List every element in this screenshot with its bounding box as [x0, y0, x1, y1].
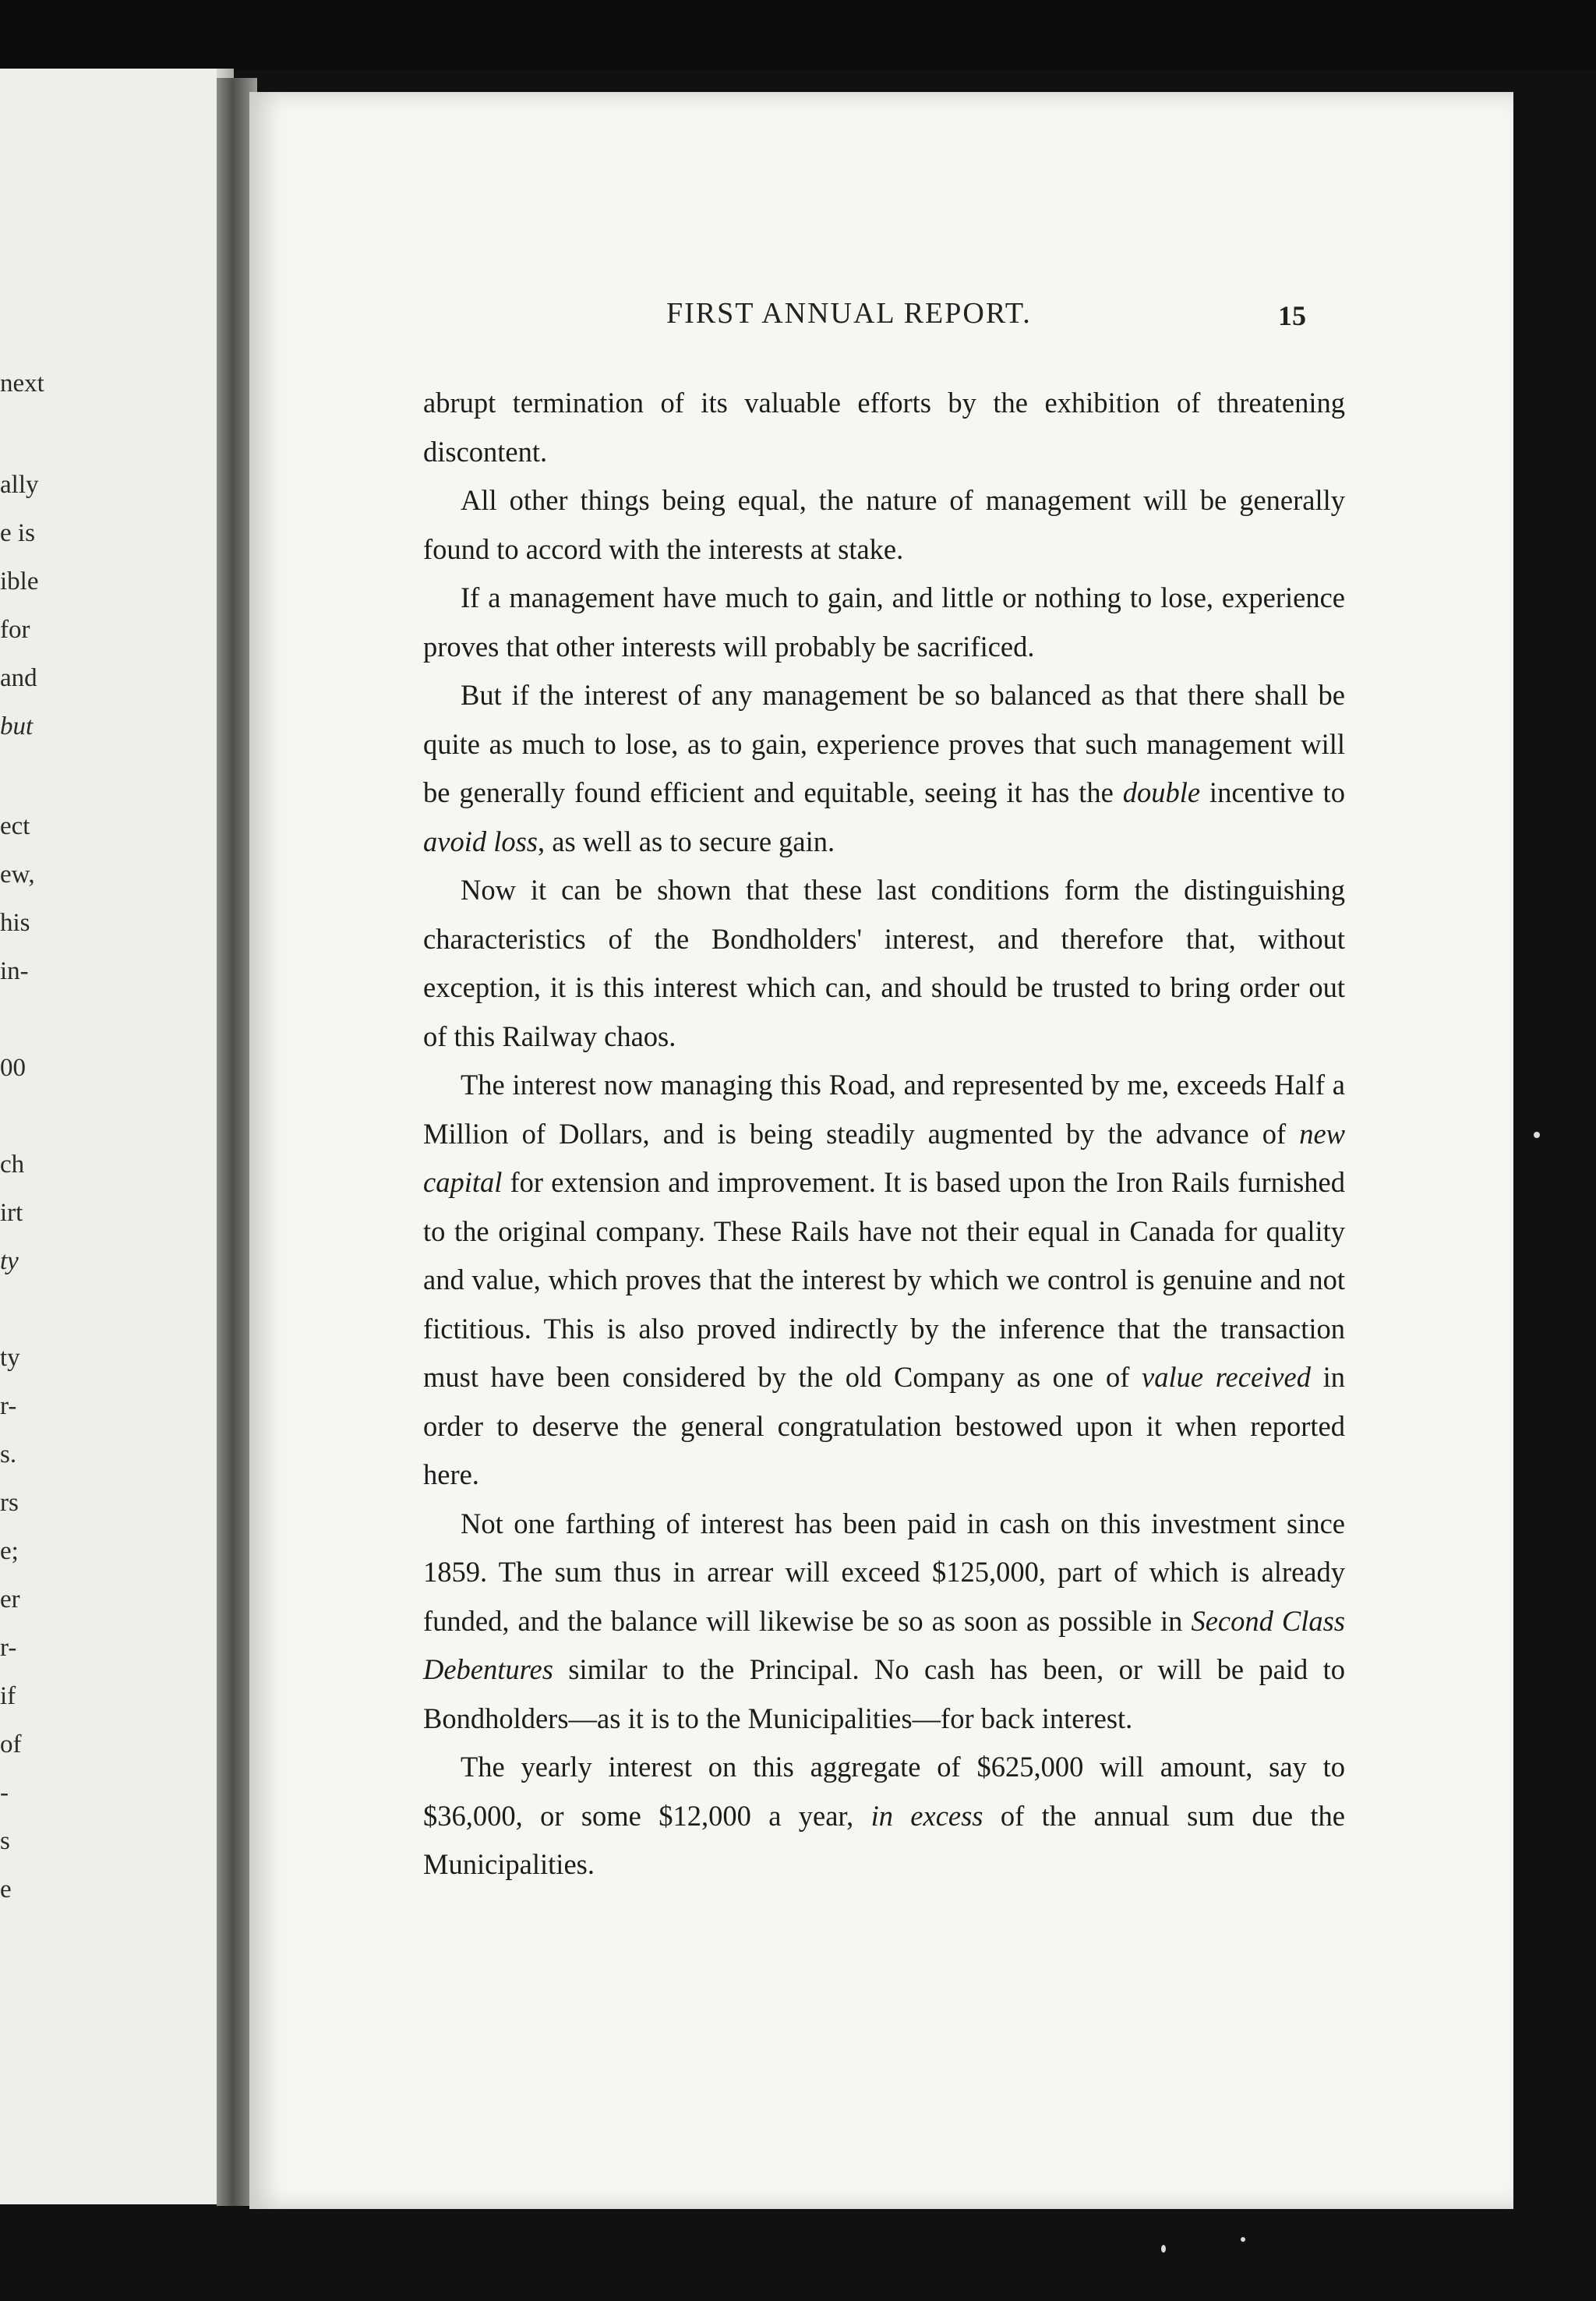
paragraph	[423, 476, 1345, 574]
text-run: abrupt termination of its valuable efforts by the exhibition of threatening discontent.	[423, 387, 1345, 468]
left-page-fragment: ect	[0, 812, 30, 840]
left-page-fragment: er	[0, 1585, 20, 1614]
left-page-fragment: his	[0, 909, 30, 937]
left-page-fragment: r-	[0, 1392, 17, 1420]
left-page-fragment: in-	[0, 957, 29, 985]
text-run: Now it can be shown that these last conditions form the distinguishing characteristics of the Bondholders' interest, and therefore that, without exception, it is this interest which can, and should be trusted to bring order out of this Railway chaos.	[423, 874, 1345, 1052]
paragraph	[423, 1743, 1345, 1889]
left-page-fragment: irt	[0, 1199, 23, 1227]
text-run: of the annual sum due the Municipalities.	[423, 1799, 1345, 1880]
paragraph	[423, 671, 1345, 866]
page-number: 15	[1278, 300, 1306, 331]
dust-speck	[1534, 1132, 1540, 1138]
text-run: incentive to	[1200, 776, 1345, 808]
left-page-fragment: and	[0, 664, 37, 692]
paragraph	[423, 1500, 1345, 1744]
left-page-fragment: but	[0, 712, 34, 740]
italic-run: avoid loss	[423, 825, 538, 857]
text-run: All other things being equal, the nature of management will be generally found to accord with the interests at stake.	[423, 484, 1345, 565]
paragraph	[423, 574, 1345, 671]
italic-run: in excess	[870, 1799, 983, 1832]
text-run: If a management have much to gain, and little or nothing to lose, experience proves that other interests will probably be sacrificed.	[423, 581, 1345, 663]
text-run: , as well as to secure gain.	[538, 825, 835, 857]
left-page-fragment: ty	[0, 1344, 20, 1372]
text-run: similar to the Principal. No cash has been, or will be paid to Bondholders—as it is to the Municipalities—for back interest.	[423, 1653, 1345, 1734]
text-run: But if the interest of any management be so balanced as that there shall be quite as much to lose, as to gain, experience proves that such management will be generally found efficient and equitable, seeing it has the	[423, 679, 1345, 808]
text-run: for extension and improvement. It is based upon the Iron Rails furnished to the original company. These Rails have not their equal in Canada for quality and value, which proves that the interest by which we control is genuine and not fictitious. This is also proved indirectly by the inference that the transaction must have been considered by the old Company as one of	[423, 1166, 1345, 1393]
text-run: The interest now managing this Road, and represented by me, exceeds Half a Million of Dollars, and is being steadily augmented by the advance of	[423, 1069, 1345, 1150]
left-page-fragment: of	[0, 1730, 22, 1758]
left-page-fragment: if	[0, 1682, 16, 1710]
text-run: Not one farthing of interest has been paid in cash on this investment since 1859. The sum thus in arrear will exceed $125,000, part of which is already funded, and the balance will likewise be so as soon as possible in	[423, 1507, 1345, 1637]
paragraph	[423, 1061, 1345, 1500]
text-run: in order to deserve the general congratulation bestowed upon it when reported here.	[423, 1361, 1345, 1490]
left-page-fragment: ty	[0, 1247, 19, 1275]
left-page	[0, 69, 234, 2204]
left-page-fragment: r-	[0, 1634, 17, 1662]
left-page-fragment: for	[0, 616, 30, 644]
left-page-fragment: s.	[0, 1440, 17, 1469]
body-text	[423, 379, 1345, 1889]
dust-speck	[1161, 2245, 1166, 2253]
left-page-fragment: e is	[0, 519, 35, 547]
left-page-fragment: rs	[0, 1489, 19, 1517]
left-page-fragment: ch	[0, 1150, 25, 1179]
left-page-fragment: ally	[0, 471, 39, 499]
italic-run: value received	[1142, 1361, 1311, 1393]
italic-run: double	[1122, 776, 1201, 808]
paragraph	[423, 379, 1345, 476]
italic-run: Second Class Debentures	[423, 1604, 1345, 1685]
left-page-fragment: next	[0, 369, 44, 398]
left-page-fragment: s	[0, 1827, 10, 1855]
left-page-fragment: ew,	[0, 861, 35, 889]
running-head: FIRST ANNUAL REPORT.	[666, 297, 1032, 330]
text-run: The yearly interest on this aggregate of $625,000 will amount, say to $36,000, or some $12,000 a year,	[423, 1751, 1345, 1832]
italic-run: new capital	[423, 1117, 1345, 1198]
paragraph	[423, 866, 1345, 1061]
dust-speck	[1241, 2237, 1245, 2242]
left-page-fragment: e;	[0, 1537, 19, 1565]
scan-top-border	[0, 0, 1596, 70]
left-page-fragment: -	[0, 1779, 9, 1807]
left-page-fragment: 00	[0, 1054, 26, 1082]
left-page-fragment: ible	[0, 567, 39, 596]
left-page-fragment: e	[0, 1875, 12, 1903]
